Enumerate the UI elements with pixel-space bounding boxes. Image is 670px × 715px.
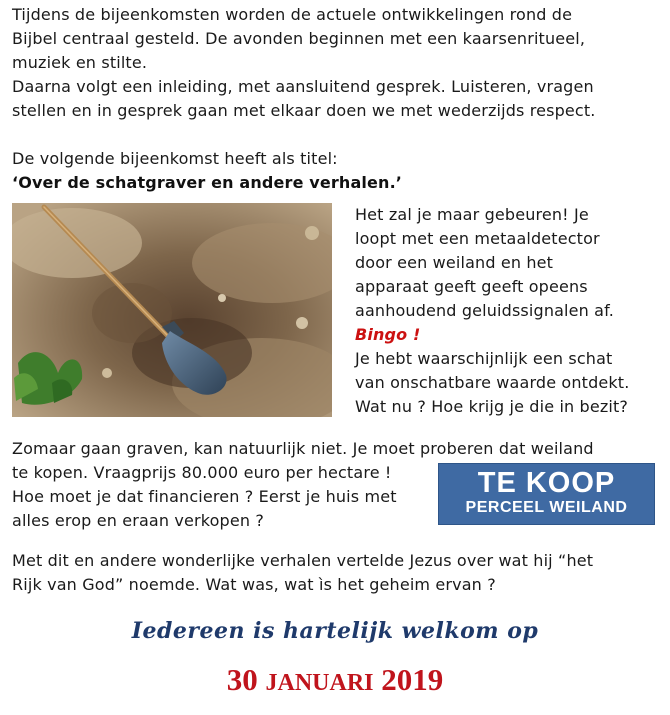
date-month: JANUARI — [265, 670, 374, 696]
closing-line: Met dit en andere wonderlijke verhalen vertelde Jezus over wat hij “het — [12, 551, 594, 570]
date-day: 30 — [226, 662, 258, 697]
story-line: van onschatbare waarde ontdekt. — [355, 373, 630, 392]
purchase-line: Zomaar gaan graven, kan natuurlijk niet. Je moet proberen dat weiland — [12, 439, 594, 458]
sign-line-2: PERCEEL WEILAND — [465, 499, 628, 516]
sign-line-1: TE KOOP — [477, 467, 616, 499]
date-year: 2019 — [381, 662, 444, 697]
closing-line: Rijk van God” noemde. Wat was, wat ìs het geheim ervan ? — [12, 575, 496, 594]
next-meeting-lead: De volgende bijeenkomst heeft als titel: — [12, 149, 338, 168]
purchase-line: te kopen. Vraagprijs 80.000 euro per hectare ! — [12, 463, 392, 482]
story-line: apparaat geeft geeft opeens — [355, 277, 588, 296]
purchase-line: Hoe moet je dat financieren ? Eerst je huis met — [12, 487, 397, 506]
intro-line: Daarna volgt een inleiding, met aansluitend gesprek. Luisteren, vragen — [12, 77, 594, 96]
event-date — [0, 662, 670, 698]
purchase-line: alles erop en eraan verkopen ? — [12, 511, 264, 530]
bingo-exclamation: Bingo ! — [355, 325, 421, 344]
story-line: Het zal je maar gebeuren! Je — [355, 205, 589, 224]
story-line: door een weiland en het — [355, 253, 554, 272]
welcome-text: Iedereen is hartelijk welkom op — [131, 618, 539, 644]
intro-line: muziek en stilte. — [12, 53, 148, 72]
story-line: loopt met een metaaldetector — [355, 229, 600, 248]
meeting-title: ‘Over de schatgraver en andere verhalen.’ — [12, 173, 403, 192]
intro-line: Tijdens de bijeenkomsten worden de actuele ontwikkelingen rond de — [12, 5, 573, 24]
intro-line: stellen en in gesprek gaan met elkaar doen we met wederzijds respect. — [12, 101, 596, 120]
shovel-photo — [12, 203, 332, 417]
intro-line: Bijbel centraal gesteld. De avonden beginnen met een kaarsenritueel, — [12, 29, 586, 48]
shovel-in-soil-photo — [12, 203, 332, 417]
story-line: aanhoudend geluidssignalen af. — [355, 301, 614, 320]
story-text — [355, 203, 629, 419]
next-meeting — [12, 147, 402, 195]
story-line: Wat nu ? Hoe krijg je die in bezit? — [355, 397, 629, 416]
closing-paragraph — [12, 549, 593, 597]
intro-paragraph — [12, 3, 596, 123]
story-line: Je hebt waarschijnlijk een schat — [355, 349, 613, 368]
for-sale-sign — [438, 463, 655, 525]
